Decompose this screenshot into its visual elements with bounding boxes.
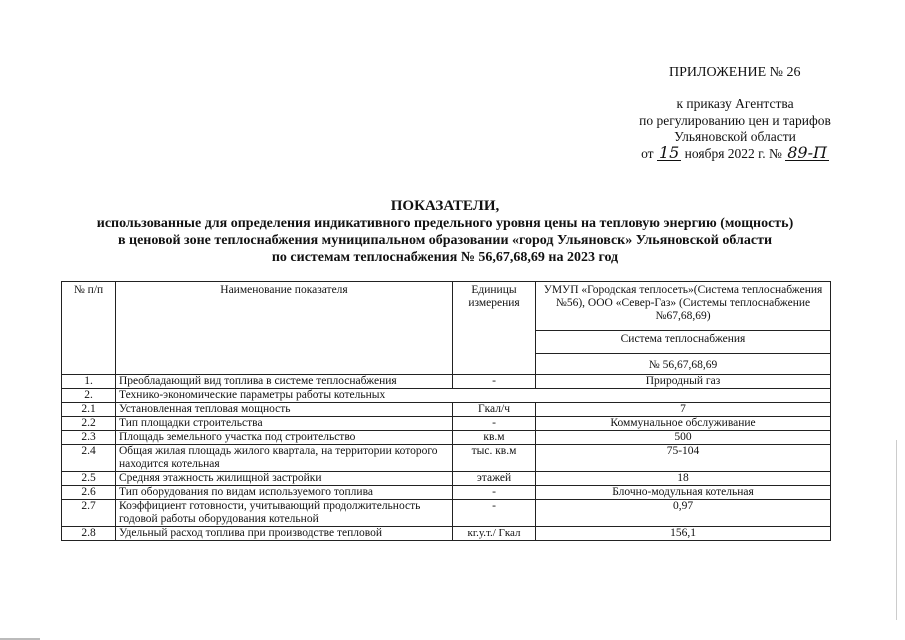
- row-name: Установленная тепловая мощность: [116, 403, 453, 417]
- date-middle: ноября 2022 г. №: [684, 145, 782, 161]
- table-row: [62, 375, 831, 389]
- row-value: 500: [536, 431, 831, 445]
- row-unit: этажей: [453, 472, 536, 486]
- row-num: 2.6: [62, 486, 116, 500]
- row-name: Коэффициент готовности, учитывающий продолжительность годовой работы оборудования котельной: [116, 500, 453, 527]
- table-row: [62, 486, 831, 500]
- row-name: Удельный расход топлива при производстве тепловой: [116, 527, 453, 541]
- order-reference: [600, 96, 870, 162]
- row-value: 18: [536, 472, 831, 486]
- row-num: 2.7: [62, 500, 116, 527]
- date-day: 15: [658, 142, 680, 162]
- table-row: [62, 472, 831, 486]
- row-value: Природный газ: [536, 375, 831, 389]
- indicators-table: [61, 281, 831, 541]
- table-row: [62, 389, 831, 403]
- scan-right-edge: [896, 440, 897, 620]
- appendix-label: ПРИЛОЖЕНИЕ № 26: [669, 65, 801, 80]
- row-value: 156,1: [536, 527, 831, 541]
- row-num: 2.1: [62, 403, 116, 417]
- date-prefix: от: [641, 145, 654, 161]
- header-unit: Единицы измерения: [453, 282, 536, 375]
- table-header-row: [62, 282, 831, 331]
- row-num: 2.4: [62, 445, 116, 472]
- row-unit: кг.у.т./ Гкал: [453, 527, 536, 541]
- document-title: [60, 198, 830, 266]
- header-org: УМУП «Городская теплосеть»(Система теплоснабжения №56), ООО «Север-Газ» (Системы теплоснабжение №67,68,69): [536, 282, 831, 331]
- row-value: 7: [536, 403, 831, 417]
- title-line-1: ПОКАЗАТЕЛИ,: [390, 198, 500, 214]
- row-value: 75-104: [536, 445, 831, 472]
- order-number: 89-П: [787, 142, 827, 162]
- row-name: Средняя этажность жилищной застройки: [116, 472, 453, 486]
- table-row: [62, 527, 831, 541]
- row-name: Технико-экономические параметры работы котельных: [116, 389, 831, 403]
- header-system-label: Система теплоснабжения: [536, 331, 831, 354]
- row-num: 2.2: [62, 417, 116, 431]
- row-num: 2.3: [62, 431, 116, 445]
- row-unit: тыс. кв.м: [453, 445, 536, 472]
- row-name: Общая жилая площадь жилого квартала, на территории которого находится котельная: [116, 445, 453, 472]
- row-value: 0,97: [536, 500, 831, 527]
- row-unit: -: [453, 486, 536, 500]
- row-name: Преобладающий вид топлива в системе теплоснабжения: [116, 375, 453, 389]
- row-name: Тип площадки строительства: [116, 417, 453, 431]
- table-row: [62, 431, 831, 445]
- table-row: [62, 500, 831, 527]
- table-row: [62, 403, 831, 417]
- header-system-num: № 56,67,68,69: [536, 354, 831, 375]
- row-value: Коммунальное обслуживание: [536, 417, 831, 431]
- row-num: 1.: [62, 375, 116, 389]
- row-unit: -: [453, 500, 536, 527]
- title-line-2: использованные для определения индикативного предельного уровня цены на тепловую энергию (мощность): [96, 216, 794, 231]
- row-unit: кв.м: [453, 431, 536, 445]
- row-name: Площадь земельного участка под строительство: [116, 431, 453, 445]
- row-unit: -: [453, 417, 536, 431]
- header-num: № п/п: [62, 282, 116, 375]
- row-name: Тип оборудования по видам используемого топлива: [116, 486, 453, 500]
- table-row: [62, 445, 831, 472]
- order-line-2: по регулированию цен и тарифов: [639, 112, 831, 128]
- row-unit: Гкал/ч: [453, 403, 536, 417]
- row-num: 2.: [62, 389, 116, 403]
- row-num: 2.8: [62, 527, 116, 541]
- table-row: [62, 417, 831, 431]
- title-line-4: по системам теплоснабжения № 56,67,68,69 на 2023 год: [271, 250, 619, 265]
- header-name: Наименование показателя: [116, 282, 453, 375]
- title-line-3: в ценовой зоне теплоснабжения муниципальном образовании «город Ульяновск» Ульяновской области: [117, 233, 773, 248]
- order-date-line: [600, 142, 870, 163]
- order-line-1: к приказу Агентства: [676, 96, 794, 111]
- row-num: 2.5: [62, 472, 116, 486]
- row-value: Блочно-модульная котельная: [536, 486, 831, 500]
- order-line-3: Ульяновской области: [674, 129, 796, 144]
- row-unit: -: [453, 375, 536, 389]
